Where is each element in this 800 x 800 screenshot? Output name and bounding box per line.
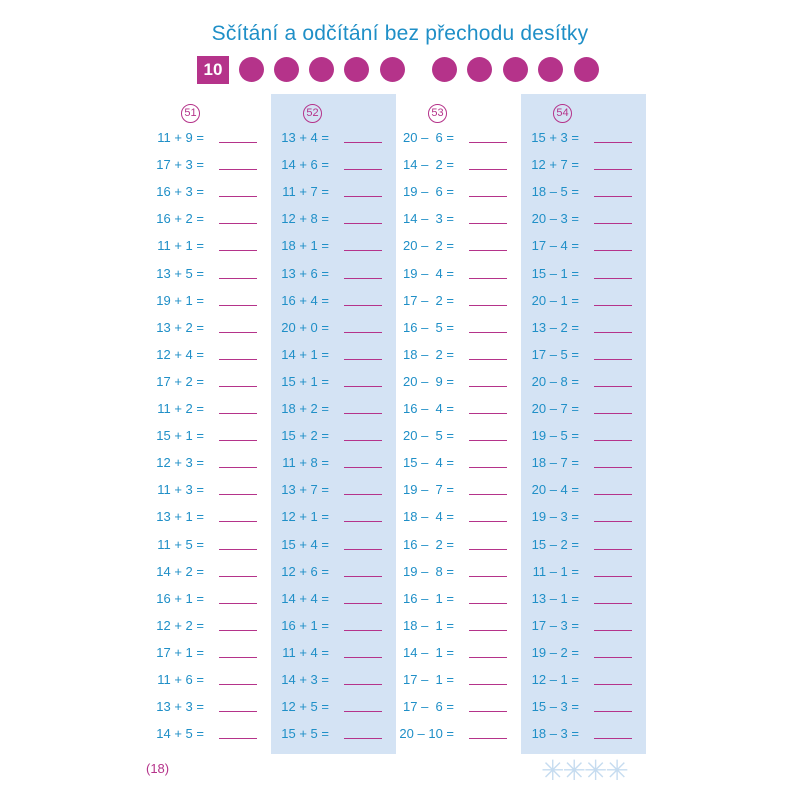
exercise-expression: 20 – 7 = (531, 401, 579, 416)
exercise-row (396, 318, 521, 338)
exercise-row (146, 643, 271, 663)
exercise-expression: 11 + 3 = (157, 482, 204, 498)
exercise-expression: 14 + 5 = (156, 726, 204, 742)
answer-blank[interactable] (469, 413, 507, 414)
exercise-row (396, 426, 521, 446)
exercise-expression: 11 – 1 = (532, 563, 579, 579)
exercise-row (521, 453, 646, 473)
answer-blank[interactable] (219, 386, 257, 387)
exercise-row (271, 236, 396, 256)
exercise-row (521, 507, 646, 527)
answer-blank[interactable] (344, 467, 382, 468)
answer-blank[interactable] (219, 250, 257, 251)
exercise-expression: 19 – 8 = (403, 563, 454, 579)
answer-blank[interactable] (344, 521, 382, 522)
answer-blank[interactable] (594, 603, 632, 604)
exercise-row (521, 589, 646, 609)
exercise-row (271, 724, 396, 744)
exercise-row (146, 507, 271, 527)
exercise-row (396, 535, 521, 555)
exercise-expression: 18 – 5 = (531, 184, 579, 200)
answer-blank[interactable] (594, 278, 632, 279)
exercise-row (271, 643, 396, 663)
answer-blank[interactable] (344, 332, 382, 333)
answer-blank[interactable] (344, 657, 382, 658)
answer-blank[interactable] (344, 494, 382, 495)
exercise-row (521, 399, 646, 419)
answer-blank[interactable] (219, 657, 257, 658)
exercise-expression: 13 + 3 = (156, 699, 204, 715)
exercise-row (146, 670, 271, 690)
exercise-row (271, 562, 396, 582)
progress-dot (538, 57, 563, 82)
answer-blank[interactable] (469, 521, 507, 522)
exercise-row (396, 480, 521, 500)
answer-blank[interactable] (594, 467, 632, 468)
exercise-row (146, 562, 271, 582)
exercise-row (521, 155, 646, 175)
exercise-row (396, 155, 521, 175)
exercise-expression: 16 + 2 = (156, 211, 204, 227)
exercise-expression: 20 – 2 = (403, 238, 454, 254)
answer-blank[interactable] (219, 576, 257, 577)
exercise-row (521, 345, 646, 365)
exercise-expression: 17 – 6 = (403, 699, 454, 715)
page-number: (18) (146, 761, 170, 776)
exercise-row (396, 562, 521, 582)
answer-blank[interactable] (469, 196, 507, 197)
exercise-row (521, 670, 646, 690)
exercise-row (271, 291, 396, 311)
exercise-expression: 12 + 3 = (156, 455, 204, 471)
exercise-expression: 12 + 4 = (156, 346, 204, 362)
answer-blank[interactable] (469, 142, 507, 143)
answer-blank[interactable] (219, 521, 257, 522)
exercise-expression: 13 + 7 = (281, 482, 329, 498)
answer-blank[interactable] (219, 684, 257, 685)
answer-blank[interactable] (219, 413, 257, 414)
exercise-expression: 16 – 1 = (403, 590, 454, 606)
exercise-expression: 14 – 3 = (403, 211, 454, 227)
exercise-expression: 13 – 1 = (531, 590, 579, 606)
exercise-row (396, 345, 521, 365)
exercise-expression: 20 – 10 = (399, 726, 454, 742)
exercise-expression: 13 + 6 = (281, 265, 329, 281)
exercise-expression: 18 + 2 = (281, 401, 329, 416)
answer-blank[interactable] (594, 494, 632, 495)
exercise-row (521, 724, 646, 744)
exercise-row (396, 372, 521, 392)
exercise-row (271, 670, 396, 690)
answer-blank[interactable] (469, 169, 507, 170)
exercise-row (271, 264, 396, 284)
exercise-expression: 18 – 3 = (531, 726, 579, 742)
exercise-expression: 13 + 1 = (156, 509, 204, 525)
exercise-expression: 17 – 1 = (403, 672, 454, 687)
exercise-row (521, 426, 646, 446)
exercise-row (146, 453, 271, 473)
answer-blank[interactable] (469, 738, 507, 739)
answer-blank[interactable] (469, 494, 507, 495)
answer-blank[interactable] (344, 549, 382, 550)
exercise-expression: 15 – 2 = (531, 536, 579, 552)
exercise-row (396, 507, 521, 527)
snowflake-icon: ✳✳✳✳ (541, 755, 627, 786)
exercise-row (146, 724, 271, 744)
exercise-row (146, 345, 271, 365)
progress-dot (309, 57, 334, 82)
exercise-row (396, 209, 521, 229)
answer-blank[interactable] (594, 169, 632, 170)
exercise-expression: 12 – 1 = (531, 672, 579, 687)
exercise-row (396, 643, 521, 663)
answer-blank[interactable] (594, 413, 632, 414)
exercise-row (521, 128, 646, 148)
exercise-expression: 19 – 3 = (531, 509, 579, 525)
answer-blank[interactable] (594, 711, 632, 712)
level-badge: 10 (197, 56, 229, 84)
progress-dot (574, 57, 599, 82)
exercise-row (146, 318, 271, 338)
answer-blank[interactable] (344, 278, 382, 279)
page-title: Sčítání a odčítání bez přechodu desítky (211, 22, 589, 45)
exercise-expression: 20 – 5 = (403, 428, 454, 444)
exercise-expression: 11 + 1 = (157, 238, 204, 254)
answer-blank[interactable] (344, 305, 382, 306)
exercise-expression: 20 – 3 = (531, 211, 579, 227)
answer-blank[interactable] (219, 196, 257, 197)
answer-blank[interactable] (594, 359, 632, 360)
answer-blank[interactable] (469, 630, 507, 631)
exercise-expression: 12 + 8 = (281, 211, 329, 227)
answer-blank[interactable] (219, 467, 257, 468)
exercise-expression: 17 – 4 = (531, 238, 579, 254)
answer-blank[interactable] (594, 657, 632, 658)
progress-dot (432, 57, 457, 82)
exercise-expression: 11 + 5 = (157, 536, 204, 552)
exercise-row (521, 318, 646, 338)
exercise-row (146, 697, 271, 717)
exercise-expression: 13 + 2 = (156, 319, 204, 335)
exercise-expression: 17 + 2 = (156, 373, 204, 389)
exercise-expression: 12 + 7 = (531, 157, 579, 173)
exercise-row (521, 697, 646, 717)
answer-blank[interactable] (594, 738, 632, 739)
exercise-expression: 20 – 6 = (403, 130, 454, 145)
exercise-row (521, 182, 646, 202)
answer-blank[interactable] (469, 223, 507, 224)
answer-blank[interactable] (219, 738, 257, 739)
answer-blank[interactable] (219, 278, 257, 279)
exercise-row (146, 372, 271, 392)
exercise-expression: 13 – 2 = (531, 319, 579, 335)
answer-blank[interactable] (469, 657, 507, 658)
answer-blank[interactable] (219, 630, 257, 631)
progress-dot (239, 57, 264, 82)
answer-blank[interactable] (469, 386, 507, 387)
exercise-row (396, 291, 521, 311)
exercise-row (146, 616, 271, 636)
answer-blank[interactable] (594, 332, 632, 333)
exercise-expression: 14 – 2 = (403, 157, 454, 173)
exercise-expression: 16 + 1 = (156, 590, 204, 606)
exercise-expression: 12 + 6 = (281, 563, 329, 579)
answer-blank[interactable] (219, 169, 257, 170)
exercise-expression: 16 – 4 = (403, 401, 454, 416)
answer-blank[interactable] (219, 440, 257, 441)
exercise-row (271, 372, 396, 392)
exercise-expression: 16 + 3 = (156, 184, 204, 200)
exercise-expression: 18 – 2 = (403, 346, 454, 362)
answer-blank[interactable] (219, 332, 257, 333)
exercise-expression: 14 + 6 = (281, 157, 329, 173)
answer-blank[interactable] (594, 440, 632, 441)
answer-blank[interactable] (344, 738, 382, 739)
exercise-row (521, 643, 646, 663)
exercise-expression: 20 – 9 = (403, 373, 454, 389)
exercise-expression: 18 – 1 = (403, 617, 454, 633)
answer-blank[interactable] (344, 250, 382, 251)
exercise-row (271, 589, 396, 609)
answer-blank[interactable] (219, 223, 257, 224)
exercise-expression: 14 + 1 = (281, 346, 329, 362)
exercise-expression: 19 – 5 = (531, 428, 579, 444)
exercise-expression: 20 + 0 = (281, 319, 329, 335)
exercise-expression: 12 + 5 = (281, 699, 329, 715)
exercise-expression: 17 – 3 = (531, 617, 579, 633)
exercise-row (146, 480, 271, 500)
answer-blank[interactable] (344, 142, 382, 143)
exercise-row (271, 209, 396, 229)
exercise-expression: 15 – 1 = (531, 265, 579, 281)
exercise-expression: 12 + 1 = (281, 509, 329, 525)
column-number: 52 (303, 104, 322, 123)
exercise-expression: 15 – 4 = (403, 455, 454, 471)
answer-blank[interactable] (594, 386, 632, 387)
answer-blank[interactable] (594, 142, 632, 143)
exercise-expression: 14 + 2 = (156, 563, 204, 579)
exercise-row (396, 724, 521, 744)
exercise-expression: 13 + 4 = (281, 130, 329, 145)
exercise-row (396, 589, 521, 609)
exercise-expression: 11 + 8 = (282, 455, 329, 471)
answer-blank[interactable] (344, 711, 382, 712)
answer-blank[interactable] (469, 603, 507, 604)
column-number: 54 (553, 104, 572, 123)
answer-blank[interactable] (594, 684, 632, 685)
exercise-row (146, 182, 271, 202)
answer-blank[interactable] (344, 413, 382, 414)
level-indicator (0, 56, 800, 84)
exercise-expression: 11 + 9 = (157, 130, 204, 145)
exercise-row (521, 236, 646, 256)
answer-blank[interactable] (594, 250, 632, 251)
exercise-expression: 14 + 4 = (281, 590, 329, 606)
answer-blank[interactable] (469, 711, 507, 712)
exercise-row (271, 616, 396, 636)
exercise-expression: 19 – 7 = (403, 482, 454, 498)
progress-dot (503, 57, 528, 82)
exercise-row (146, 589, 271, 609)
exercise-row (521, 209, 646, 229)
exercise-expression: 19 + 1 = (156, 292, 204, 308)
exercise-row (271, 507, 396, 527)
exercise-row (146, 236, 271, 256)
answer-blank[interactable] (469, 250, 507, 251)
exercise-expression: 14 + 3 = (281, 672, 329, 687)
exercise-expression: 15 + 3 = (531, 130, 579, 145)
exercise-expression: 17 – 2 = (403, 292, 454, 308)
exercise-row (521, 264, 646, 284)
column-number: 51 (181, 104, 200, 123)
exercise-expression: 11 + 2 = (157, 401, 204, 416)
exercise-expression: 15 + 1 = (281, 373, 329, 389)
exercise-row (271, 426, 396, 446)
exercise-row (146, 209, 271, 229)
exercise-row (396, 670, 521, 690)
exercise-expression: 16 – 2 = (403, 536, 454, 552)
exercise-expression: 11 + 6 = (157, 672, 204, 687)
exercise-row (521, 562, 646, 582)
answer-blank[interactable] (469, 359, 507, 360)
exercise-expression: 18 – 4 = (403, 509, 454, 525)
exercise-row (521, 535, 646, 555)
exercise-row (396, 399, 521, 419)
answer-blank[interactable] (344, 630, 382, 631)
exercise-expression: 19 – 6 = (403, 184, 454, 200)
exercise-row (521, 372, 646, 392)
exercise-row (271, 345, 396, 365)
exercise-expression: 15 + 2 = (281, 428, 329, 444)
answer-blank[interactable] (344, 603, 382, 604)
exercise-expression: 19 – 4 = (403, 265, 454, 281)
exercise-row (396, 128, 521, 148)
answer-blank[interactable] (219, 549, 257, 550)
exercise-expression: 20 – 8 = (531, 373, 579, 389)
exercise-expression: 16 + 1 = (281, 617, 329, 633)
exercise-expression: 11 + 7 = (282, 184, 329, 200)
exercise-expression: 16 + 4 = (281, 292, 329, 308)
answer-blank[interactable] (469, 467, 507, 468)
answer-blank[interactable] (344, 576, 382, 577)
exercise-expression: 15 – 3 = (531, 699, 579, 715)
answer-blank[interactable] (469, 278, 507, 279)
exercise-expression: 17 + 1 = (156, 644, 204, 660)
answer-blank[interactable] (344, 169, 382, 170)
column-number: 53 (428, 104, 447, 123)
exercise-expression: 14 – 1 = (403, 644, 454, 660)
exercise-row (271, 453, 396, 473)
exercise-expression: 13 + 5 = (156, 265, 204, 281)
answer-blank[interactable] (594, 549, 632, 550)
exercise-expression: 16 – 5 = (403, 319, 454, 335)
exercise-expression: 20 – 4 = (531, 482, 579, 498)
exercise-row (146, 399, 271, 419)
answer-blank[interactable] (469, 684, 507, 685)
exercise-row (396, 616, 521, 636)
progress-dot (380, 57, 405, 82)
answer-blank[interactable] (219, 142, 257, 143)
exercise-row (271, 480, 396, 500)
exercise-expression: 18 – 7 = (531, 455, 579, 471)
progress-dot (274, 57, 299, 82)
exercise-row (146, 426, 271, 446)
exercise-row (521, 480, 646, 500)
exercise-row (271, 318, 396, 338)
answer-blank[interactable] (594, 576, 632, 577)
exercise-row (146, 155, 271, 175)
exercise-expression: 18 + 1 = (281, 238, 329, 254)
answer-blank[interactable] (344, 359, 382, 360)
answer-blank[interactable] (219, 603, 257, 604)
answer-blank[interactable] (219, 711, 257, 712)
exercise-row (396, 264, 521, 284)
answer-blank[interactable] (219, 305, 257, 306)
exercise-expression: 17 – 5 = (531, 346, 579, 362)
answer-blank[interactable] (219, 359, 257, 360)
exercise-expression: 15 + 4 = (281, 536, 329, 552)
answer-blank[interactable] (344, 223, 382, 224)
answer-blank[interactable] (344, 196, 382, 197)
answer-blank[interactable] (469, 305, 507, 306)
answer-blank[interactable] (469, 440, 507, 441)
answer-blank[interactable] (344, 440, 382, 441)
exercise-row (396, 182, 521, 202)
answer-blank[interactable] (344, 386, 382, 387)
answer-blank[interactable] (469, 549, 507, 550)
answer-blank[interactable] (594, 630, 632, 631)
exercise-expression: 17 + 3 = (156, 157, 204, 173)
exercise-row (521, 616, 646, 636)
answer-blank[interactable] (219, 494, 257, 495)
exercise-row (396, 453, 521, 473)
answer-blank[interactable] (594, 521, 632, 522)
exercise-row (146, 535, 271, 555)
exercise-expression: 15 + 5 = (281, 726, 329, 742)
exercise-expression: 12 + 2 = (156, 617, 204, 633)
progress-dot (467, 57, 492, 82)
answer-blank[interactable] (594, 196, 632, 197)
answer-blank[interactable] (594, 223, 632, 224)
exercise-row (271, 399, 396, 419)
exercise-expression: 15 + 1 = (156, 428, 204, 444)
exercise-expression: 11 + 4 = (282, 644, 329, 660)
answer-blank[interactable] (344, 684, 382, 685)
answer-blank[interactable] (594, 305, 632, 306)
exercise-row (271, 182, 396, 202)
exercise-row (146, 264, 271, 284)
exercise-expression: 20 – 1 = (531, 292, 579, 308)
exercise-row (146, 128, 271, 148)
answer-blank[interactable] (469, 332, 507, 333)
exercise-row (271, 697, 396, 717)
exercise-expression: 19 – 2 = (531, 644, 579, 660)
progress-dot (344, 57, 369, 82)
answer-blank[interactable] (469, 576, 507, 577)
exercise-row (146, 291, 271, 311)
exercise-row (271, 155, 396, 175)
exercise-row (521, 291, 646, 311)
exercise-row (396, 697, 521, 717)
exercise-row (271, 128, 396, 148)
exercise-row (396, 236, 521, 256)
exercise-row (271, 535, 396, 555)
